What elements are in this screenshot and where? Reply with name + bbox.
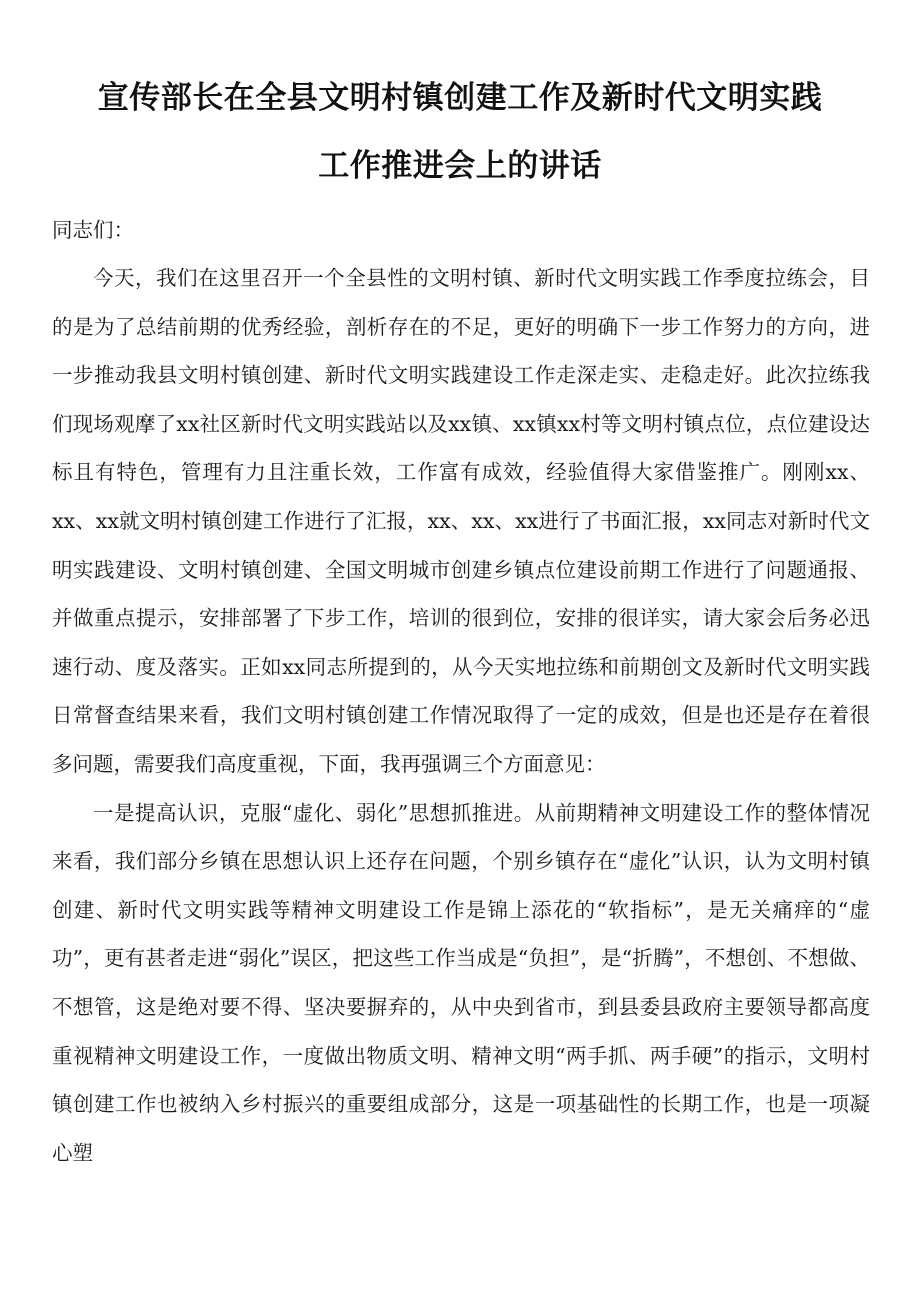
salutation: 同志们： (52, 218, 134, 242)
document-title-line-1: 宣传部长在全县文明村镇创建工作及新时代文明实践 (97, 80, 823, 116)
document-title-line-2: 工作推进会上的讲话 (318, 148, 602, 184)
document-body (52, 254, 870, 1177)
paragraph-point-one: 一是提高认识，克服“虚化、弱化”思想抓推进。从前期精神文明建设工作的整体情况来看，我们部分乡镇在思想认识上还存在问题，个别乡镇存在“虚化”认识，认为文明村镇创建、新时代文明实践等精神文明建设工作是锦上添花的“软指标”，是无关痛痒的“虚功”，更有甚者走进“弱化”误区，把这些工作当成是“负担”，是“折腾”，不想创、不想做、不想管，这是绝对要不得、坚决要摒弃的，从中央到省市，到县委县政府主要领导都高度重视精神文明建设工作，一度做出物质文明、精神文明“两手抓、两手硬”的指示，文明村镇创建工作也被纳入乡村振兴的重要组成部分，这是一项基础性的长期工作，也是一项凝心塑 (52, 800, 871, 1165)
paragraph-opening: 今天，我们在这里召开一个全县性的文明村镇、新时代文明实践工作季度拉练会，目的是为了总结前期的优秀经验，剖析存在的不足，更好的明确下一步工作努力的方向，进一步推动我县文明村镇创建、新时代文明实践建设工作走深走实、走稳走好。此次拉练我们现场观摩了xx社区新时代文明实践站以及xx镇、xx镇xx村等文明村镇点位，点位建设达标且有特色，管理有力且注重长效，工作富有成效，经验值得大家借鉴推广。刚刚xx、xx、xx就文明村镇创建工作进行了汇报，xx、xx、xx进行了书面汇报，xx同志对新时代文明实践建设、文明村镇创建、全国文明城市创建乡镇点位建设前期工作进行了问题通报、并做重点提示，安排部署了下步工作，培训的很到位，安排的很详实，请大家会后务必迅速行动、度及落实。正如xx同志所提到的，从今天实地拉练和前期创文及新时代文明实践日常督查结果来看，我们文明村镇创建工作情况取得了一定的成效，但是也还是存在着很多问题，需要我们高度重视，下面，我再强调三个方面意见： (52, 266, 870, 776)
